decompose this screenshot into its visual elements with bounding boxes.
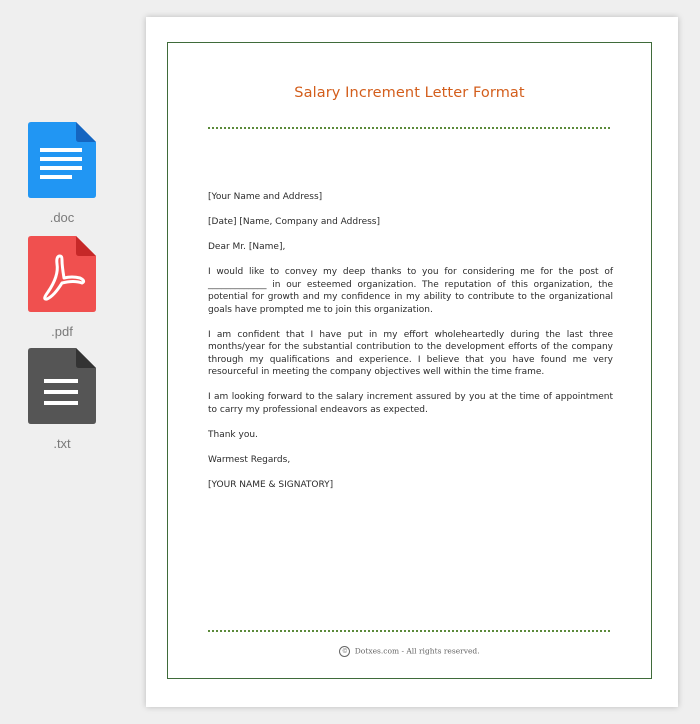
txt-download[interactable] [28, 348, 96, 451]
closing: Warmest Regards, [208, 454, 291, 465]
doc-file-icon[interactable] [28, 122, 96, 198]
letter-body [208, 191, 613, 504]
top-dotted-divider [208, 127, 610, 129]
body-paragraph-3: I am looking forward to the salary increment assured by you at the time of appointment to carry my professional endeavors as expected. [208, 392, 613, 415]
copyright-icon: © [339, 646, 350, 657]
signature-line: [YOUR NAME & SIGNATORY] [208, 479, 334, 490]
file-format-sidebar [0, 0, 130, 724]
document-page [146, 17, 678, 707]
pdf-file-icon[interactable] [28, 236, 96, 312]
document-title: Salary Increment Letter Format [294, 85, 525, 101]
salutation: Dear Mr. [Name], [208, 242, 286, 252]
date-recipient: [Date] [Name, Company and Address] [208, 217, 381, 227]
txt-label: .txt [53, 436, 71, 451]
pdf-download[interactable] [28, 236, 96, 339]
page-border [167, 42, 652, 679]
doc-label: .doc [49, 210, 75, 225]
sender-address: [Your Name and Address] [208, 192, 323, 202]
txt-file-icon[interactable] [28, 348, 96, 424]
bottom-dotted-divider [208, 630, 610, 632]
body-paragraph-2: I am confident that I have put in my effort wholeheartedly during the last three months/year for the substantial contribution to the development efforts of the company through my qualifications and experience. I believe that you have found me very resourceful in meeting the company objectives well within the time frame. [208, 329, 613, 377]
pdf-label: .pdf [51, 324, 73, 339]
body-paragraph-1: I would like to convey my deep thanks to you for considering me for the post of _____________ in our esteemed organization. The reputation of this organization, the potential for growth and my confidence in my ability to contribute to the organizational goals have prompted me to join this organization. [208, 267, 613, 315]
footer-text: Dotxes.com - All rights reserved. [354, 646, 480, 656]
thanks-line: Thank you. [208, 429, 258, 440]
footer [168, 646, 651, 657]
doc-download[interactable] [28, 122, 96, 225]
